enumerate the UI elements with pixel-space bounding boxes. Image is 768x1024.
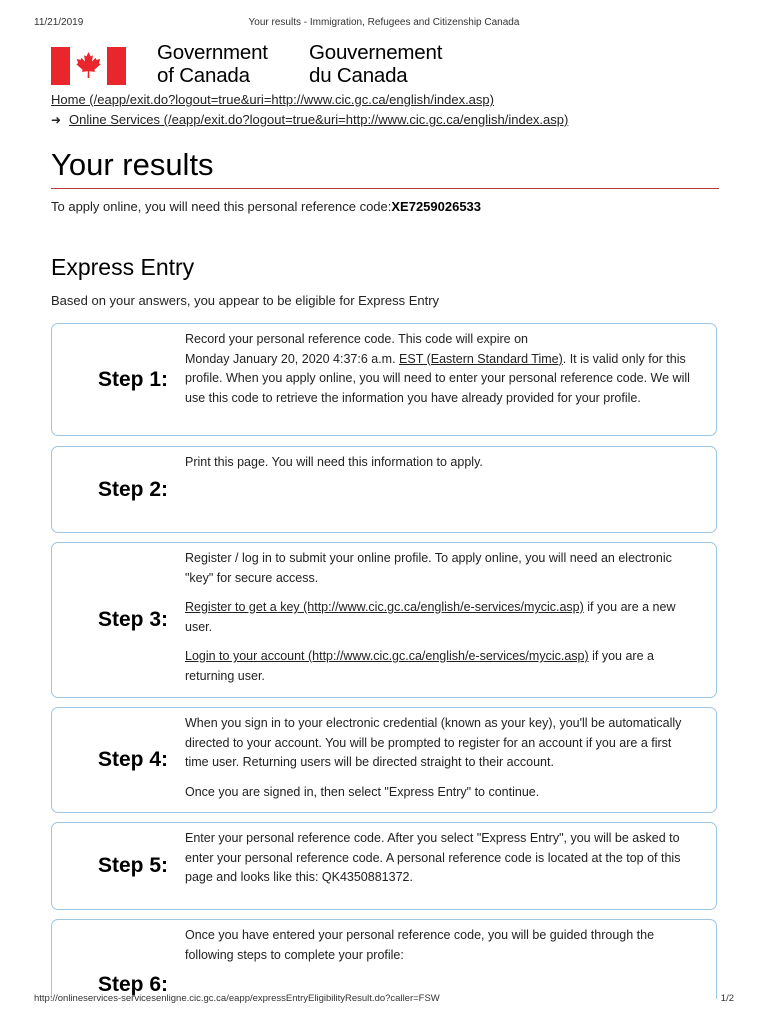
eligibility-message: Based on your answers, you appear to be eligible for Express Entry — [51, 293, 440, 308]
breadcrumb-online-services — [51, 112, 568, 128]
step-1-expiry-date: Monday January 20, 2020 4:37:6 a.m. — [185, 351, 400, 366]
step-1-validity-text: . It is valid only for this profile. When you apply online, you will need to enter your personal reference code. We will use this code to retrieve the information you have already provided for your profile. — [185, 351, 690, 405]
step-5-paragraph: Enter your personal reference code. After you select "Express Entry", you will be asked to enter your personal reference code. A personal reference code is located at the top of this page and looks like this: QK4350881372. — [185, 831, 681, 884]
step-6-text — [185, 926, 695, 965]
step-6-paragraph: Once you have entered your personal reference code, you will be guided through the following steps to complete your profile: — [185, 928, 655, 962]
wordmark-english-line-1: Government — [157, 41, 268, 64]
reference-code-line — [51, 199, 481, 214]
print-footer-url: http://onlineservices-servicesenligne.cic.gc.ca/eapp/expressEntryEligibilityResult.do?caller=FSW — [34, 993, 440, 1004]
breadcrumb-home — [51, 92, 494, 108]
arrow-right-icon: ➜ — [51, 113, 62, 127]
page-title: Your results — [51, 146, 719, 189]
login-account-link[interactable]: Login to your account (http://www.cic.gc.ca/english/e-services/mycic.asp) — [185, 649, 589, 663]
step-4-label: Step 4: — [98, 748, 169, 771]
step-4-text — [185, 714, 695, 802]
step-1-line-1: Record your personal reference code. This code will expire on — [185, 332, 529, 346]
step-1-panel — [51, 323, 717, 436]
step-5-panel — [51, 822, 717, 910]
step-6-panel — [51, 919, 717, 999]
print-document-title: Your results - Immigration, Refugees and Citizenship Canada — [248, 17, 520, 28]
wordmark-french-line-2: du Canada — [309, 64, 408, 87]
step-1-text — [185, 330, 695, 408]
step-4-paragraph: When you sign in to your electronic credential (known as your key), you'll be automatically directed to your account. You will be prompted to register for an account if you are a first time user. Returning users will be directed straight to their account. — [185, 716, 682, 769]
home-link[interactable]: Home (/eapp/exit.do?logout=true&uri=http://www.cic.gc.ca/english/index.asp) — [51, 92, 494, 107]
print-date: 11/21/2019 — [34, 17, 84, 28]
step-3-label: Step 3: — [98, 608, 169, 631]
step-1-label: Step 1: — [98, 367, 169, 391]
reference-code-prefix: To apply online, you will need this personal reference code: — [51, 199, 392, 214]
wordmark-english — [157, 41, 268, 87]
step-2-text — [185, 453, 695, 473]
print-footer — [34, 993, 734, 1007]
step-4-panel — [51, 707, 717, 813]
step-3-panel — [51, 542, 717, 698]
step-2-paragraph: Print this page. You will need this information to apply. — [185, 455, 483, 469]
register-key-link[interactable]: Register to get a key (http://www.cic.gc.ca/english/e-services/mycic.asp) — [185, 600, 584, 614]
wordmark-english-line-2: of Canada — [157, 64, 250, 87]
step-3-text — [185, 549, 695, 686]
section-title: Express Entry — [51, 254, 195, 280]
login-suffix: if you are a returning user. — [185, 649, 654, 683]
wordmark-french-line-1: Gouvernement — [309, 41, 443, 64]
register-suffix: if you are a new user. — [185, 600, 676, 634]
step-3-paragraph: Register / log in to submit your online profile. To apply online, you will need an electronic "key" for secure access. — [185, 551, 672, 585]
reference-code: XE7259026533 — [391, 199, 482, 214]
wordmark-french — [309, 41, 442, 87]
step-5-label: Step 5: — [98, 854, 169, 877]
print-page-number: 1/2 — [720, 993, 734, 1004]
canada-flag-icon — [51, 47, 126, 85]
step-2-label: Step 2: — [98, 477, 169, 501]
step-4-paragraph-2: Once you are signed in, then select "Express Entry" to continue. — [185, 784, 540, 799]
step-6-label: Step 6: — [98, 973, 169, 996]
online-services-link[interactable]: Online Services (/eapp/exit.do?logout=true&uri=http://www.cic.gc.ca/english/index.asp) — [69, 112, 569, 127]
step-5-text — [185, 829, 695, 888]
government-signature[interactable] — [51, 43, 471, 88]
step-2-panel — [51, 446, 717, 533]
est-abbreviation[interactable]: EST (Eastern Standard Time) — [399, 351, 563, 366]
print-header — [34, 17, 734, 31]
